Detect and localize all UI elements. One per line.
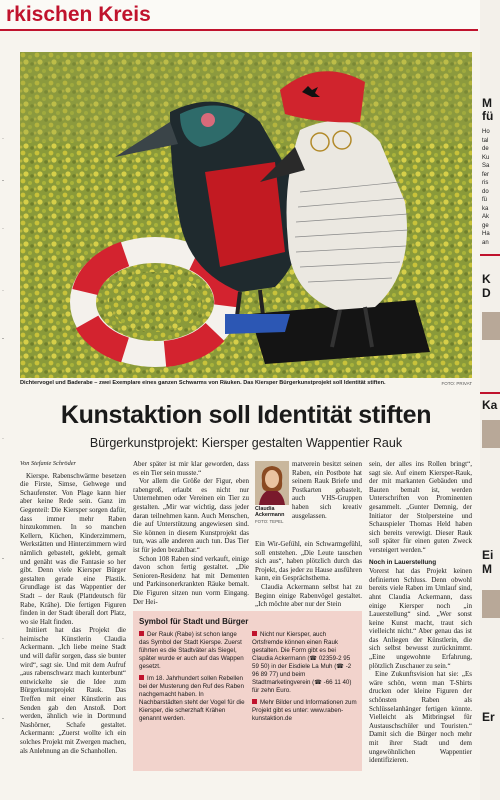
section-subhead: Noch in Lauerstellung [369,558,437,566]
paragraph: Kierspe. Rabenschwärme besetzen die Firste, Simse, Gehwege und Schaufenster. Von Plage kann hier aber keine Rede sein. Ganz im Gegenteil: Die Kiersper sorgen dafür, dass immer mehr Raben hinzukommen. In so manchen Kellern, Küchen, Kinderzimmern, Werkstätten und Hinterzimmern wird nämlich gebastelt, geklebt, gemalt und genäht was die Fantasie so her gibt. Denn viele Kiersper Bürger gestalten gerade eine Plastik. Grundlage ist das Wappentier der Stadt – der Rauk (Plattdeutsch für Rabe, Krähe). Die fertigen Figuren finden in der Stadt überall dort Platz, wo sie Halt finden. [20,471,126,626]
rail-thumbnail [482,420,500,448]
info-box-left [139,631,245,727]
paragraph: Claudia Ackermann selbst hat zu Beginn einige Rabenvögel gestaltet. „Ich möchte aber nur der Stein [255,582,362,609]
paragraph: Eine Zukunftsvision hat sie: „Es wäre schön, wenn man T-Shirts drucken oder kleine Figuren der schönsten Raben als Schlüsselanhänger fertigen könnte. Vielleicht als Mitbringsel für Austauschschüler und Touristen.“ Damit sich die Bürger noch mehr mit ihrer Stadt und dem ungewöhnlichen Wappentier identifizieren. [369,670,472,765]
photo-credit: FOTO: PRIVAT [441,381,472,386]
svg-text:·: · [2,226,4,232]
rail-thumbnail [482,590,500,618]
paragraph: Initiiert hat das Projekt die heimische Künstlerin Claudia Ackermann. „Ich liebe meine Stadt und will dafür sorgen, dass sie bunter wird“, sagt sie. Und mit dem Aufruf „aus rabenschwarz mach kunterbunt“ entwickelte sie die Idee zum Bürgerkunstprojekt Rauk. Das Treffen mit einer Künstlerin aus Senden gab den Anstoß. Dort werden, ähnlich wie in Dortmund Nashörner, Schafe gestaltet. Ackermann: „Zuerst wollte ich ein solches Projekt mit Zwergen machen, als Anlehnung an die Schanhollen. [20,626,126,755]
bullet-square-icon [252,631,257,636]
rail-headline: Ei [482,548,494,562]
byline: Von Stefanie Schröder [20,460,76,467]
raven-sculptures-illustration [20,52,472,378]
article-column-3-top [292,460,362,540]
paragraph: Schon 108 Raben sind verkauft, einige davon schon fertig gestaltet. „Die Senioren-Residenz hat mit Dementen und Parkinsonerkrankten Räuke bemalt. Die Figuren sitzen nun vorm Eingang. Der Hei- [133,554,249,606]
rail-headline: M [482,96,492,110]
rail-headline: D [482,286,491,300]
svg-text:-: - [2,556,4,562]
paragraph: matverein besitzt seinen Raben, ein Postbote hat seinem Rauk Briefe und Postkarten gebastelt, auch VHS-Gruppen haben sich kreativ ausgelassen. [292,460,362,520]
info-box-title: Symbol für Stadt und Bürger [139,617,249,626]
info-box-right [252,631,358,727]
right-rail [480,0,500,800]
svg-text:-: - [2,716,4,722]
article-subhead: Bürgerkunstprojekt: Kiersper gestalten Wappentier Rauk [89,436,403,450]
paragraph: Vorerst hat das Projekt keinen definierten Schluss. Denn obwohl bereits viele Raben im Umlauf sind, ahnt Claudia Ackermann, dass einige Kiersper noch „in Lauerstellung“ sind. „Wer sonst keine Kunst macht, traut sich vielleicht nicht.“ Aber genau das ist das Anliegen der Künstlerin, die sich selbst bewusst zurücknimmt. „Eine ungewohnte Erfahrung, plötzlich Zuschauer zu sein.“ [369,567,472,670]
svg-text:·: · [2,288,4,294]
paragraph: sein, der alles ins Rollen bringt“, sagt sie. Auf einem Kiersper-Rauk, der mit markanten Gebäuden und Bauten bemalt ist, werden Unterschriften von Prominenten gesammelt. „Gunter Demnig, der Initiator der Stolpersteine und Schauspieler Thomas Held haben sich bereits verewigt. Dieser Rauk soll später für einen guten Zweck versteigert werden.“ [369,460,472,554]
rail-thumbnail [482,312,500,340]
article-column-3-bottom [255,540,362,610]
article-headline: Kunstaktion soll Identität stiften [60,401,432,429]
info-item: Der Rauk (Rabe) ist schon lange das Symbol der Stadt Kierspe. Zuerst führten es die Stadtväter als Siegel, später wurde er auch auf das Wappen gesetzt. [139,631,244,670]
paragraph: Vor allem die Größe der Figur, eben rabengroß, erlaubt es nicht nur Unternehmen oder Vereinen ein Tier zu gestalten. „Mir war wichtig, dass jeder daran teilnehmen kann. Auch Menschen, die auf Unterstützung angewiesen sind. Sie können in diesem Kunstprojekt das tun, was alle anderen auch tun. Das Tier ist für jeden bezahlbar.“ [133,477,249,554]
section-title: rkischen Kreis [6,3,151,26]
info-box [133,611,362,771]
rail-divider [480,254,500,256]
svg-text:·: · [2,436,4,442]
paragraph: Ein Wir-Gefühl, ein Schwarmgefühl, soll entstehen. „Die Leute tauschen sich aus“, haben plötzlich durch das Projekt, das jeder zu Hause ausführen kann, ein Gesprächsthema. [255,540,362,583]
left-margin [0,0,12,800]
portrait-credit: FOTO: TEPEL [255,518,284,524]
svg-text:·: · [2,136,4,142]
article-photo [20,52,472,378]
svg-text:-: - [2,336,4,342]
portrait-name: Claudia Ackermann [255,506,285,519]
article-column-2 [133,460,249,608]
rail-headline: fü [482,109,494,123]
bullet-square-icon [252,699,257,704]
article-column-4 [369,460,472,800]
bullet-square-icon [139,675,144,680]
masthead [0,0,500,30]
info-item: Nicht nur Kiersper, auch Ortsfremde können einen Rauk gestalten. Die Form gibt es bei Claudia Ackermann (☎ 02359-2 95 59 50) in der Eisdiele La Muh (☎ -2 96 89 77) und beim Stadtmarketingverein (☎ -66 11 40) für zehn Euro. [252,631,352,694]
caption-text: Dichtervogel und Baderabe – zwei Exemplare eines ganzen Schwarms von Räuken. Das Kiersper Bürgerkunstprojekt soll Identität stiften. [20,380,386,386]
photo-caption [20,380,472,387]
rail-headline: Er [482,710,495,724]
article-column-1 [20,460,126,800]
masthead-rule [0,29,478,31]
rail-headline: M [482,562,492,576]
paragraph: Aber später ist mir klar geworden, dass es ein Tier sein musste.“ [133,460,249,477]
portrait-caption [255,506,291,525]
rail-divider [480,392,500,394]
svg-text:·: · [2,636,4,642]
portrait-photo [255,461,289,505]
info-item: Mehr Bilder und Informationen zum Projekt gibt es unter: www.raben-kunstaktion.de [252,699,357,722]
rail-text: Ho tal de Ku Sa fer ris do fü ka Ak ge Ha an [482,129,490,246]
info-item: Im 18. Jahrhundert sollen Rebellen bei der Musterung den Ruf des Raben nachgemacht haben. In Nachbarstädten steht der Vogel für die Kiersper, die scherzhaft Krähen genannt werden. [139,675,245,722]
bullet-square-icon [139,631,144,636]
svg-text:-: - [2,178,4,184]
rail-headline: Ka [482,398,498,412]
rail-headline: K [482,272,491,286]
